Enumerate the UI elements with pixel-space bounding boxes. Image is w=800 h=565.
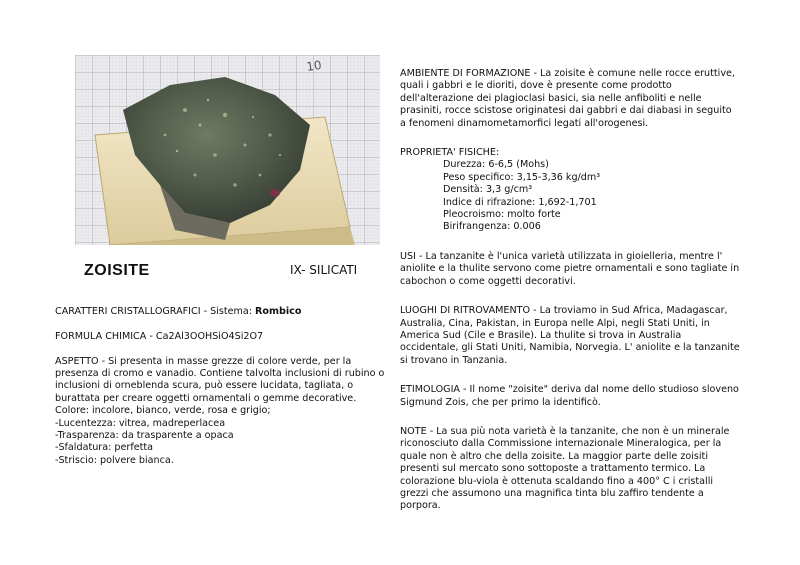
mineral-name: ZOISITE [84,262,150,279]
prop-line: Colore: incolore, bianco, verde, rosa e grigio; [55,405,271,417]
environment-paragraph: AMBIENTE DI FORMAZIONE - La zoisite è comune nelle rocce eruttive, quali i gabbri e le dioriti, dove è presente come prodotto dell'alterazione dei plagioclasi basici, sia nelle anfiboliti e nelle prasiniti, rocce scistose originatesi dai gabbri e dai diabasi in seguito a fenomeni dinamometamorfici legati all'orogenesi. [400,68,735,129]
left-column [55,306,390,467]
physical-line: Densità: 3,3 g/cm³ [443,184,533,196]
locations-paragraph: LUOGHI DI RITROVAMENTO - La troviamo in Sud Africa, Madagascar, Australia, Cina, Pakistan, in Europa nelle Alpi, negli Stati Uniti, in America Sud (Cile e Brasile). La thulite si trova in Australia occidentale, gli Stati Uniti, Namibia, Norvegia. L' aniolite e la tanzanite si trovano in Tanzania. [400,305,740,366]
physical-line: Birifrangenza: 0.006 [443,221,541,233]
prop-line: -Lucentezza: vitrea, madreperlacea [55,417,226,429]
aspect-paragraph: ASPETTO - Si presenta in masse grezze di colore verde, per la presenza di cromo e vanadio. Contiene talvolta inclusioni di rubino o inclusioni di orneblenda scura, può essere lucidata, tagliata, o burattata per creare oggetti ornamentali o gemme decorative. [55,355,385,404]
physical-line: Pleocroismo: molto forte [443,209,561,221]
etymology-paragraph: ETIMOLOGIA - Il nome "zoisite" deriva dal nome dello studioso sloveno Sigmund Zois, che per primo la identificò. [400,384,739,408]
note-paragraph: NOTE - La sua più nota varietà è la tanzanite, che non è un minerale riconosciuto dalla Commissione internazionale Mineralogica, per la quale non è altro che della zoisite. La maggior parte delle zoisiti presenti sul mercato sono sottoposte a trattamento termico. La colorazione blu-viola è ottenuta scaldando fino a 400° C i cristalli grezzi che assumono una magnifica tinta blu zaffiro tendente a porpora. [400,425,730,512]
physical-line: Durezza: 6-6,5 (Mohs) [443,159,549,171]
physical-title: PROPRIETA' FISICHE: [400,147,500,159]
crystal-system-value: Rombico [255,306,302,317]
prop-line: -Trasparenza: da trasparente a opaca [55,430,234,442]
crystal-system: CARATTERI CRISTALLOGRAFICI - Sistema: Rombico [55,306,302,317]
chemical-formula: FORMULA CHIMICA - Ca2Al3OOHSiO4Si2O7 [55,330,264,342]
mineral-class: IX- SILICATI [290,263,358,277]
prop-line: -Striscio: polvere bianca. [55,454,174,466]
scale-mark: 10 [305,57,323,74]
physical-line: Peso specifico: 3,15-3,36 kg/dm³ [443,171,601,183]
prop-line: -Sfaldatura: perfetta [55,442,154,454]
uses-paragraph: USI - La tanzanite è l'unica varietà utilizzata in gioielleria, mentre l' aniolite e la thulite servono come pietre ornamentali e sono tagliate in cabochon o come oggetti decorativi. [400,250,740,287]
mineral-photo [75,55,380,245]
right-column [400,68,740,513]
physical-line: Indice di rifrazione: 1,692-1,701 [443,196,597,208]
